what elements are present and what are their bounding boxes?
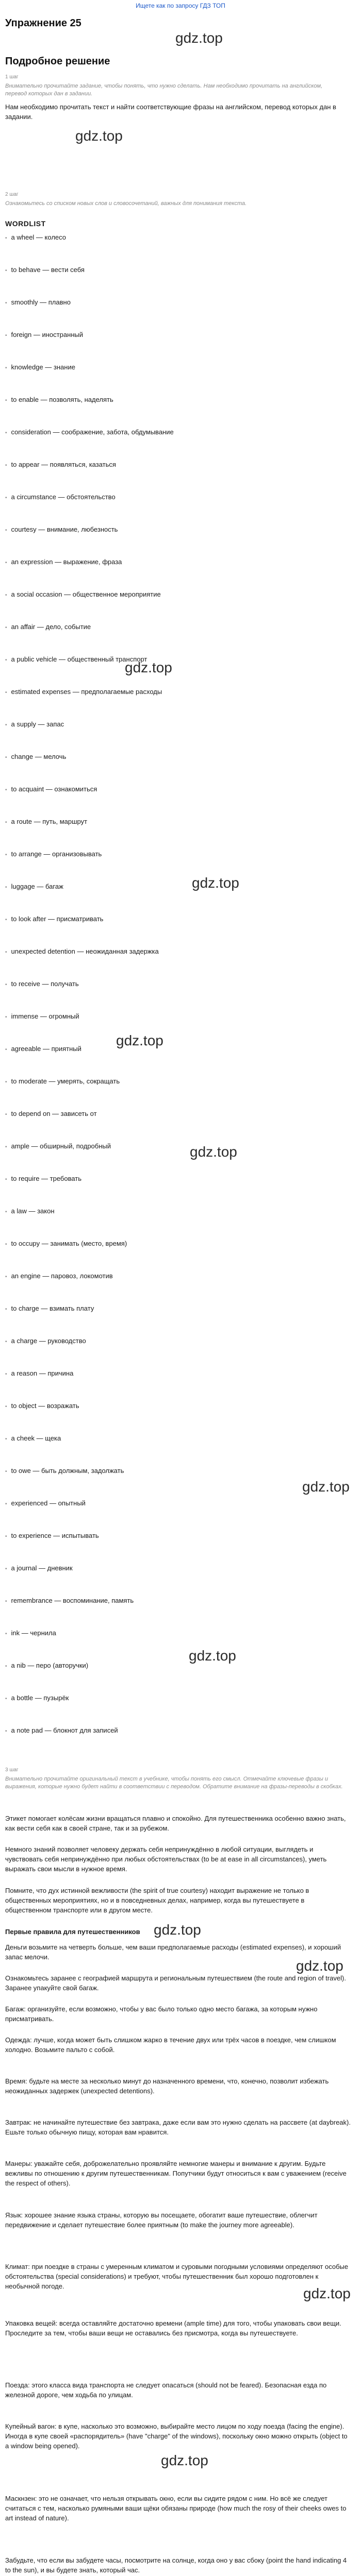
wordlist-item [5, 1207, 55, 1217]
bullet-icon: • [5, 1631, 7, 1637]
wordlist-item-text: a cheek — щека [11, 1434, 61, 1442]
text-paragraph: Время: будьте на месте за несколько минут до назначенного времени, что, конечно, позволит избежать неожиданных задержек (unexpected detentions). [5, 2077, 329, 2095]
bullet-icon: • [5, 333, 7, 338]
top-ad-link[interactable]: Ищете как по запросу ГДЗ ТОП [136, 2, 225, 9]
wordlist-item [5, 1109, 97, 1120]
wordlist-item [5, 1369, 73, 1379]
wordlist-item-text: agreeable — приятный [11, 1045, 81, 1053]
bullet-icon: • [5, 885, 7, 890]
wordlist-item [5, 1336, 86, 1347]
wordlist-item [5, 557, 122, 568]
wordlist-item [5, 687, 162, 698]
wordlist-item [5, 1272, 113, 1282]
bullet-icon: • [5, 820, 7, 825]
wordlist-item [5, 817, 87, 827]
wordlist-item-text: foreign — иностранный [11, 331, 84, 338]
watermark: gdz.top [75, 128, 123, 144]
bullet-icon: • [5, 268, 7, 274]
step-3-label: 3 шаг [5, 1767, 19, 1773]
wordlist-item [5, 1142, 111, 1152]
wordlist-item [5, 882, 63, 892]
bullet-icon: • [5, 950, 7, 955]
wordlist-item [5, 850, 102, 860]
step-2-hint: Ознакомьтесь со списком новых слов и словосочетаний, важных для понимания текста. [5, 200, 247, 207]
wordlist-item-text: change — мелочь [11, 753, 67, 760]
wordlist-item-text: a social occasion — общественное мероприятие [11, 590, 161, 598]
watermark: gdz.top [116, 1032, 163, 1048]
text-paragraph: Немного знаний позволяет человеку держать себя непринуждённо в любой ситуации, выглядеть и чувствовать себя непринуждённо при любых обстоятельствах (to be at ease in all circumstances), уметь выражать свои мысли в нужное время. [5, 1845, 327, 1873]
wordlist-item-text: a note pad — блокнот для записей [11, 1726, 118, 1734]
wordlist-item-text: immense — огромный [11, 1012, 79, 1020]
wordlist-item [5, 1077, 120, 1087]
watermark: gdz.top [154, 1922, 201, 1938]
wordlist-item-text: consideration — соображение, забота, обдумывание [11, 428, 174, 436]
bullet-icon: • [5, 398, 7, 403]
text-paragraph: Первые правила для путешественников [5, 1928, 140, 1936]
wordlist-item [5, 752, 66, 762]
wordlist-item [5, 428, 174, 438]
wordlist-item [5, 590, 161, 600]
bullet-icon: • [5, 1566, 7, 1572]
text-paragraph: Упаковка вещей: всегда оставляйте достаточно времени (ample time) для того, чтобы упаковать свои вещи. Проследите за тем, чтобы ваши вещи не оставались без присмотра, когда вы путешествуете. [5, 2319, 341, 2337]
watermark: gdz.top [302, 1479, 350, 1495]
watermark: gdz.top [190, 1144, 237, 1160]
text-paragraph: Купейный вагон: в купе, насколько это возможно, выбирайте место лицом по ходу поезда (facing the engine). Иногда в купе своей «распорядитель» (have "charge" of the windows), поскольку окно можно открыть (object to a window being opened). [5, 2422, 348, 2450]
wordlist-item [5, 1661, 88, 1671]
text-paragraph: Завтрак: не начинайте путешествие без завтрака, даже если вам это нужно сделать на рассвете (at daybreak). Ешьте только обычную пищу, которая вам нравится. [5, 2119, 351, 2136]
watermark: gdz.top [125, 659, 172, 675]
wordlist-item-text: to depend on — зависеть от [11, 1110, 97, 1117]
text-paragraph: Этикет помогает колёсам жизни вращаться плавно и спокойно. Для путешественника особенно важно знать, как вести себя как в своей стране, так и за рубежом. [5, 1815, 346, 1832]
wordlist-item-text: a supply — запас [11, 720, 64, 728]
wordlist-item [5, 785, 97, 795]
wordlist-item-text: to look after — присматривать [11, 915, 104, 923]
wordlist-item-text: a journal — дневник [11, 1564, 73, 1572]
wordlist-item [5, 330, 83, 341]
wordlist-item-text: a circumstance — обстоятельство [11, 493, 116, 501]
page-title: Упражнение 25 [5, 18, 81, 29]
bullet-icon: • [5, 495, 7, 501]
wordlist-item-text: a reason — причина [11, 1369, 74, 1377]
wordlist-item-text: an affair — дело, событие [11, 623, 91, 631]
bullet-icon: • [5, 1209, 7, 1215]
bullet-icon: • [5, 982, 7, 988]
wordlist-item-text: to receive — получать [11, 980, 79, 988]
wordlist-item-text: to behave — вести себя [11, 266, 85, 274]
text-paragraph: Язык: хорошее знание языка страны, которую вы посещаете, обогатит ваше путешествие, облегчит передвижение и сделает путешествие более приятным (to make the journey more agreeable). [5, 2211, 318, 2229]
text-paragraph: Ознакомьтесь заранее с географией маршрута и региональным путешествием (the route and region of travel). Заранее упакуйте свой багаж. [5, 1974, 346, 1992]
wordlist-item [5, 1239, 127, 1249]
wordlist-item [5, 233, 66, 243]
bullet-icon: • [5, 1112, 7, 1117]
wordlist-item-text: an expression — выражение, фраза [11, 558, 122, 566]
wordlist-item-text: luggage — багаж [11, 883, 63, 890]
wordlist-item-text: ample — обширный, подробный [11, 1142, 111, 1150]
watermark: gdz.top [175, 30, 223, 46]
text-paragraph: Забудьте, что если вы забудете часы, посмотрите на солнце, когда оно у вас сбоку (point the hand indicating 4 to the sun), и вы будете знать, который час. [5, 2556, 347, 2574]
text-paragraph: Одежда: лучше, когда может быть слишком жарко в течение двух или трёх часов в поездке, чем слишком холодно. Возьмите пальто с собой. [5, 2036, 336, 2054]
bullet-icon: • [5, 1599, 7, 1604]
wordlist-heading: WORDLIST [5, 219, 46, 228]
bullet-icon: • [5, 755, 7, 760]
wordlist-item-text: to arrange — организовывать [11, 850, 102, 858]
bullet-icon: • [5, 1047, 7, 1053]
step-3-hint: Внимательно прочитайте оригинальный текст в учебнике, чтобы понять его смысл. Отмечайте ключевые фразы и выражения, которые нужно будет найти в соответствии с переводом. Обратите внимание на фразы-переводы в скобках. [5, 1776, 343, 1790]
wordlist-item-text: estimated expenses — предполагаемые расходы [11, 688, 162, 696]
bullet-icon: • [5, 235, 7, 241]
wordlist-item-text: an engine — паровоз, локомотив [11, 1272, 113, 1280]
bullet-icon: • [5, 365, 7, 371]
bullet-icon: • [5, 852, 7, 858]
wordlist-item-text: to owe — быть должным, задолжать [11, 1467, 124, 1475]
bullet-icon: • [5, 1079, 7, 1085]
wordlist-item [5, 525, 118, 535]
bullet-icon: • [5, 1307, 7, 1312]
watermark: gdz.top [189, 1648, 236, 1664]
bullet-icon: • [5, 1242, 7, 1247]
bullet-icon: • [5, 592, 7, 598]
wordlist-item-text: ink — чернила [11, 1629, 56, 1637]
wordlist-item [5, 979, 79, 990]
bullet-icon: • [5, 1404, 7, 1410]
wordlist-item [5, 1174, 81, 1184]
wordlist-item-text: a route — путь, маршрут [11, 818, 88, 825]
wordlist-item-text: to charge — взимать плату [11, 1304, 94, 1312]
wordlist-item [5, 1044, 81, 1055]
wordlist-item [5, 1434, 61, 1444]
wordlist-item [5, 720, 64, 730]
bullet-icon: • [5, 463, 7, 468]
step-1-hint: Внимательно прочитайте задание, чтобы понять, что нужно сделать. Нам необходимо прочитать на английском, перевод которых дан в задании. [5, 83, 323, 97]
step-2-label: 2 шаг [5, 192, 19, 197]
watermark: gdz.top [296, 1958, 343, 1974]
bullet-icon: • [5, 657, 7, 663]
wordlist-item [5, 1401, 79, 1412]
watermark: gdz.top [303, 2285, 351, 2301]
wordlist-item [5, 1012, 79, 1022]
wordlist-item-text: experienced — опытный [11, 1499, 86, 1507]
wordlist-item [5, 493, 116, 503]
wordlist-item-text: to experience — испытывать [11, 1532, 99, 1539]
wordlist-item-text: unexpected detention — неожиданная задержка [11, 947, 159, 955]
bullet-icon: • [5, 528, 7, 533]
step-1-label: 1 шаг [5, 74, 19, 80]
bullet-icon: • [5, 917, 7, 923]
bullet-icon: • [5, 1014, 7, 1020]
bullet-icon: • [5, 1501, 7, 1507]
bullet-icon: • [5, 1436, 7, 1442]
wordlist-item [5, 1596, 134, 1606]
wordlist-item-text: a charge — руководство [11, 1337, 86, 1345]
wordlist-item-text: to require — требовать [11, 1175, 82, 1182]
wordlist-item-text: a nib — перо (авторучки) [11, 1662, 89, 1669]
text-paragraph: Деньги возьмите на четверть больше, чем ваши предполагаемые расходы (estimated expenses), и хороший запас мелочи. [5, 1943, 341, 1961]
wordlist-item-text: knowledge — знание [11, 363, 75, 371]
wordlist-item [5, 1531, 99, 1541]
wordlist-item [5, 1304, 94, 1314]
bullet-icon: • [5, 1469, 7, 1475]
wordlist-item-text: a wheel — колесо [11, 233, 67, 241]
wordlist-item [5, 914, 103, 925]
bullet-icon: • [5, 787, 7, 793]
section-title: Подробное решение [5, 56, 110, 67]
wordlist-item-text: courtesy — внимание, любезность [11, 526, 118, 533]
wordlist-item-text: a law — закон [11, 1207, 55, 1215]
wordlist-item [5, 1693, 69, 1704]
wordlist-item [5, 363, 75, 373]
wordlist-item [5, 265, 85, 276]
bullet-icon: • [5, 1274, 7, 1280]
wordlist-item-text: a bottle — пузырёк [11, 1694, 69, 1702]
text-paragraph: Климат: при поездке в страны с умеренным климатом и суровыми погодными условиями определяют особые обстоятельства (special considerations) и требуют, чтобы путешественник был хорошо подготовлен к необычной погоде. [5, 2263, 349, 2290]
text-paragraph: Маскнзен: это не означает, что нельзя открывать окно, если вы сидите рядом с ним. Но всё же следует считаться с тем, насколько румяными ваши щёки обязаны природе (how much the rosy of their cheeks owes to art instead of nature). [5, 2495, 347, 2522]
wordlist-item-text: smoothly — плавно [11, 298, 71, 306]
bullet-icon: • [5, 1339, 7, 1345]
bullet-icon: • [5, 1534, 7, 1539]
wordlist-item-text: to appear — появляться, казаться [11, 461, 116, 468]
bullet-icon: • [5, 722, 7, 728]
bullet-icon: • [5, 1371, 7, 1377]
watermark: gdz.top [161, 2452, 208, 2468]
bullet-icon: • [5, 1664, 7, 1669]
step-1-text: Нам необходимо прочитать текст и найти соответствующие фразы на английском, перевод которых дан в задании. [5, 103, 336, 121]
wordlist-item [5, 1629, 56, 1639]
wordlist-item [5, 460, 116, 470]
wordlist-item-text: a public vehicle — общественный транспорт [11, 655, 147, 663]
text-paragraph: Манеры: уважайте себя, доброжелательно проявляйте немногие манеры и внимание к другим. Будьте вежливы по отношению к другим путешественникам. Попутчики будут относиться к вам с уважением (receive the respect of others). [5, 2160, 347, 2187]
wordlist-item-text: to enable — позволять, наделять [11, 396, 113, 403]
bullet-icon: • [5, 560, 7, 566]
wordlist-item-text: to occupy — занимать (место, время) [11, 1240, 127, 1247]
wordlist-item [5, 1499, 86, 1509]
bullet-icon: • [5, 690, 7, 696]
wordlist-item-text: to acquaint — ознакомиться [11, 785, 97, 793]
bullet-icon: • [5, 1696, 7, 1702]
bullet-icon: • [5, 1177, 7, 1182]
bullet-icon: • [5, 300, 7, 306]
wordlist-item [5, 622, 91, 633]
bullet-icon: • [5, 1144, 7, 1150]
bullet-icon: • [5, 1728, 7, 1734]
text-paragraph: Багаж: организуйте, если возможно, чтобы у вас было только одно место багажа, за которым нужно присматривать. [5, 2005, 318, 2023]
wordlist-item-text: to moderate — умерять, сокращать [11, 1077, 120, 1085]
wordlist-item [5, 947, 159, 957]
text-paragraph: Поезда: этого класса вида транспорта не следует опасаться (should not be feared). Безопасная езда по железной дороге, чем ходьба по улицам. [5, 2381, 327, 2399]
text-paragraph: Помните, что дух истинной вежливости (the spirit of true courtesy) находит выражение не только в общественных мероприятиях, но и в повседневных делах, например, когда вы путешествуете в общественном транспорте или в другом месте. [5, 1887, 309, 1914]
wordlist-item [5, 1466, 124, 1477]
wordlist-item [5, 395, 113, 405]
wordlist-item [5, 1564, 73, 1574]
bullet-icon: • [5, 625, 7, 631]
wordlist-item [5, 1726, 118, 1736]
bullet-icon: • [5, 430, 7, 436]
wordlist-item-text: remembrance — воспоминание, память [11, 1597, 134, 1604]
wordlist-item-text: to object — возражать [11, 1402, 79, 1410]
wordlist-item [5, 298, 71, 308]
watermark: gdz.top [192, 875, 239, 891]
